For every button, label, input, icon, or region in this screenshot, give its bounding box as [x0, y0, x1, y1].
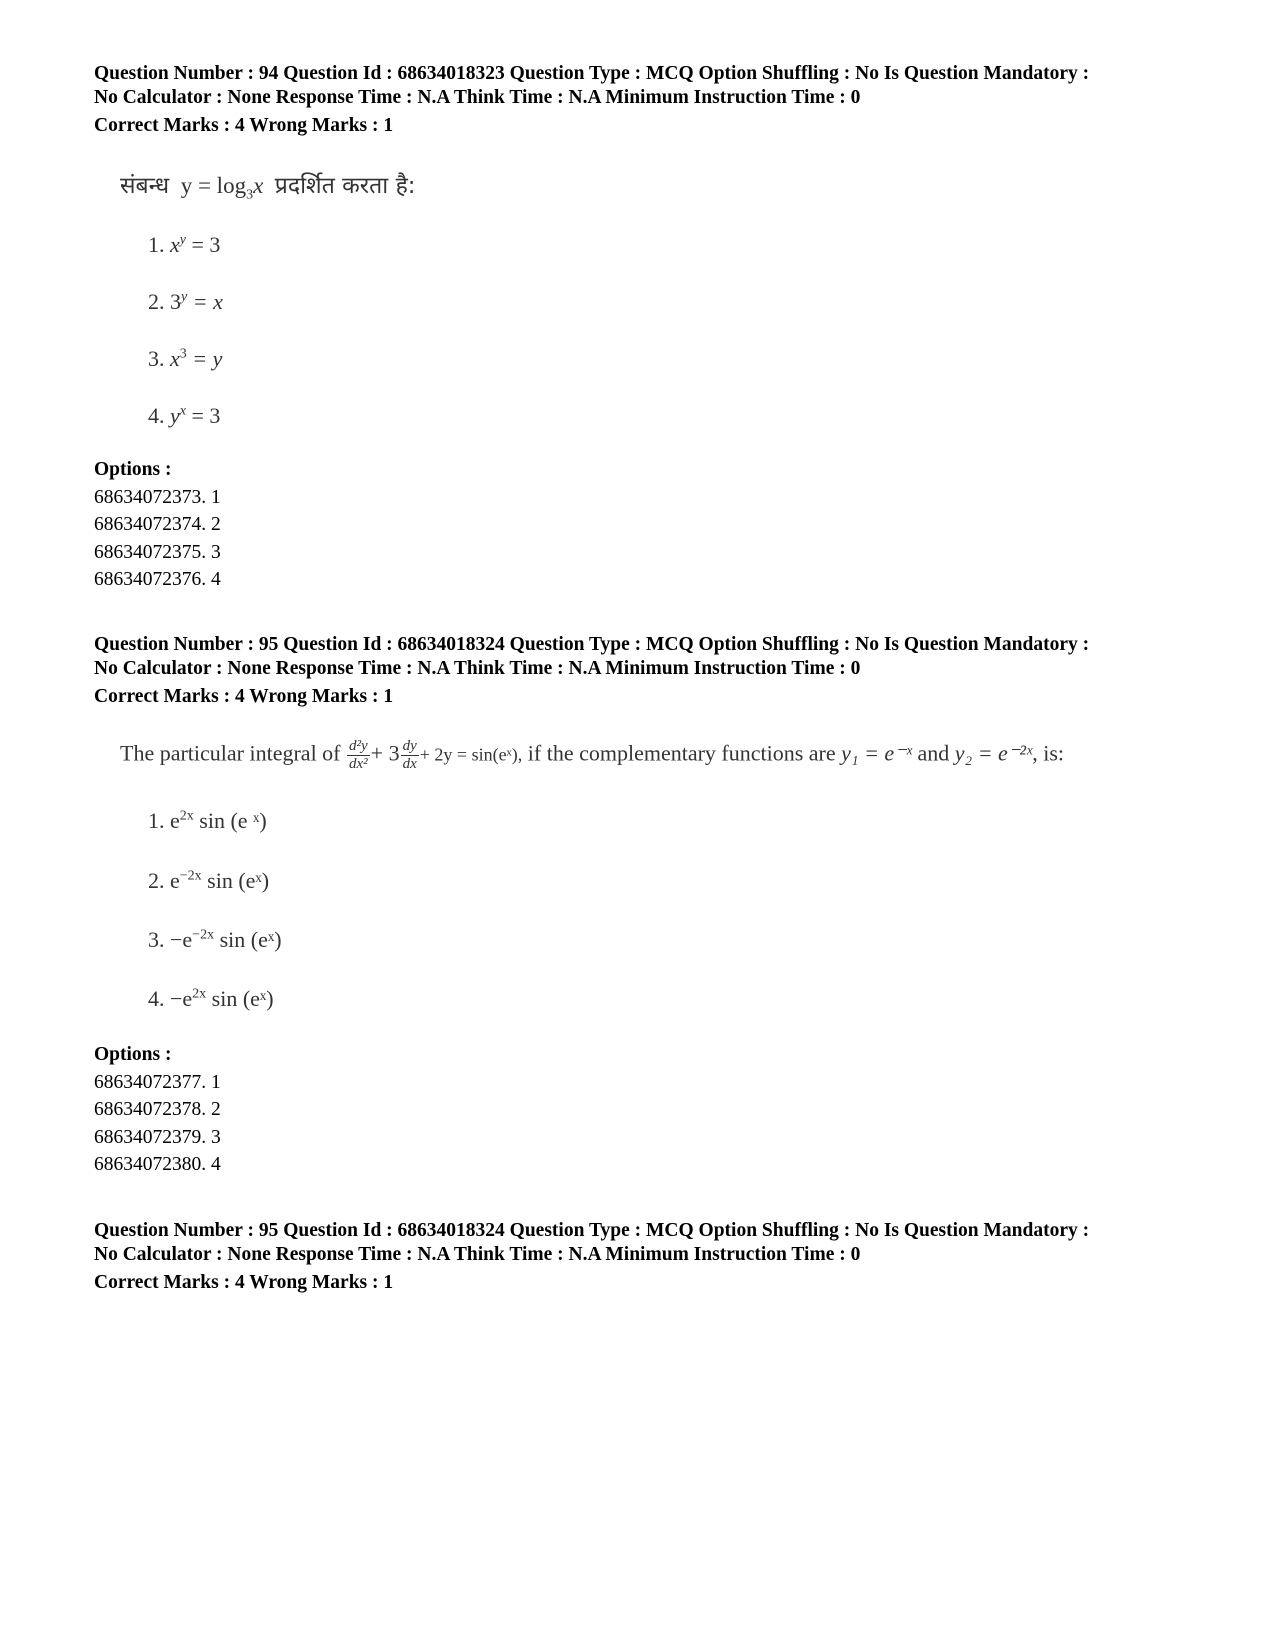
question-marks: Correct Marks : 4 Wrong Marks : 1	[94, 115, 394, 136]
question-95-stem: The particular integral of $\frac{\text{d²y}}{\text{dx²}}$ + 3 $\frac{dy}{dx}$ + 2y = sin(eˣ), if the complementary functions are y₁ = e⁻ˣ and y₂ = e⁻²ˣ, is:	[120, 738, 1065, 772]
choice-item: 1. $x^y = 3$	[148, 232, 221, 257]
question-meta-line1: Question Number : 95 Question Id : 68634018324 Question Type : MCQ Option Shuffling : No Is Question Mandatory :	[94, 1220, 1090, 1241]
option-line: 68634072379. 3	[94, 1127, 221, 1148]
stem-equation: $y = \log_3x$	[180, 173, 264, 203]
question-meta-line2: No Calculator : None Response Time : N.A Think Time : N.A Minimum Instruction Time : 0	[94, 1244, 861, 1265]
question-meta-line1: Question Number : 95 Question Id : 68634018324 Question Type : MCQ Option Shuffling : No Is Question Mandatory :	[94, 634, 1090, 655]
stem-prefix: संबन्ध	[120, 173, 170, 199]
option-line: 68634072376. 4	[94, 569, 221, 590]
options-title: Options :	[94, 1044, 172, 1065]
choice-item: 3. $x^3 = y$	[148, 346, 223, 371]
choice-item: 4. $-e^{2x}$ sin (eˣ)	[148, 986, 274, 1011]
choice-item: 2. $3^y = x$	[148, 289, 223, 314]
question-meta-line2: No Calculator : None Response Time : N.A Think Time : N.A Minimum Instruction Time : 0	[94, 658, 861, 679]
option-line: 68634072377. 1	[94, 1072, 221, 1093]
option-line: 68634072373. 1	[94, 487, 221, 508]
stem-suffix: प्रदर्शित करता है:	[274, 173, 416, 199]
question-95-repeat-header	[94, 1219, 1204, 1295]
choice-item: 3. $-e^{-2x}$ sin (eˣ)	[148, 927, 282, 952]
choice-item: 4. $y^x = 3$	[148, 403, 221, 428]
question-marks: Correct Marks : 4 Wrong Marks : 1	[94, 686, 394, 707]
question-marks: Correct Marks : 4 Wrong Marks : 1	[94, 1272, 394, 1293]
choice-item: 2. $e^{-2x}$ sin (eˣ)	[148, 868, 270, 893]
question-meta-line2: No Calculator : None Response Time : N.A Think Time : N.A Minimum Instruction Time : 0	[94, 87, 861, 108]
fraction-dy-dx: $\frac{dy}{dx}$	[402, 738, 417, 772]
option-line: 68634072380. 4	[94, 1154, 221, 1175]
option-line: 68634072374. 2	[94, 514, 221, 535]
option-line: 68634072375. 3	[94, 542, 221, 563]
fraction-d2y-dx2: $\frac{\text{d²y}}{\text{dx²}}$	[349, 738, 368, 772]
question-94-header	[94, 62, 1204, 138]
question-meta-line1: Question Number : 94 Question Id : 68634018323 Question Type : MCQ Option Shuffling : No Is Question Mandatory :	[94, 63, 1090, 84]
options-title: Options :	[94, 459, 172, 480]
question-95-header	[94, 633, 1204, 709]
choice-item: 1. $e^{2x}$ sin (e ˣ)	[148, 808, 267, 833]
question-94-stem	[120, 168, 416, 204]
option-line: 68634072378. 2	[94, 1099, 221, 1120]
